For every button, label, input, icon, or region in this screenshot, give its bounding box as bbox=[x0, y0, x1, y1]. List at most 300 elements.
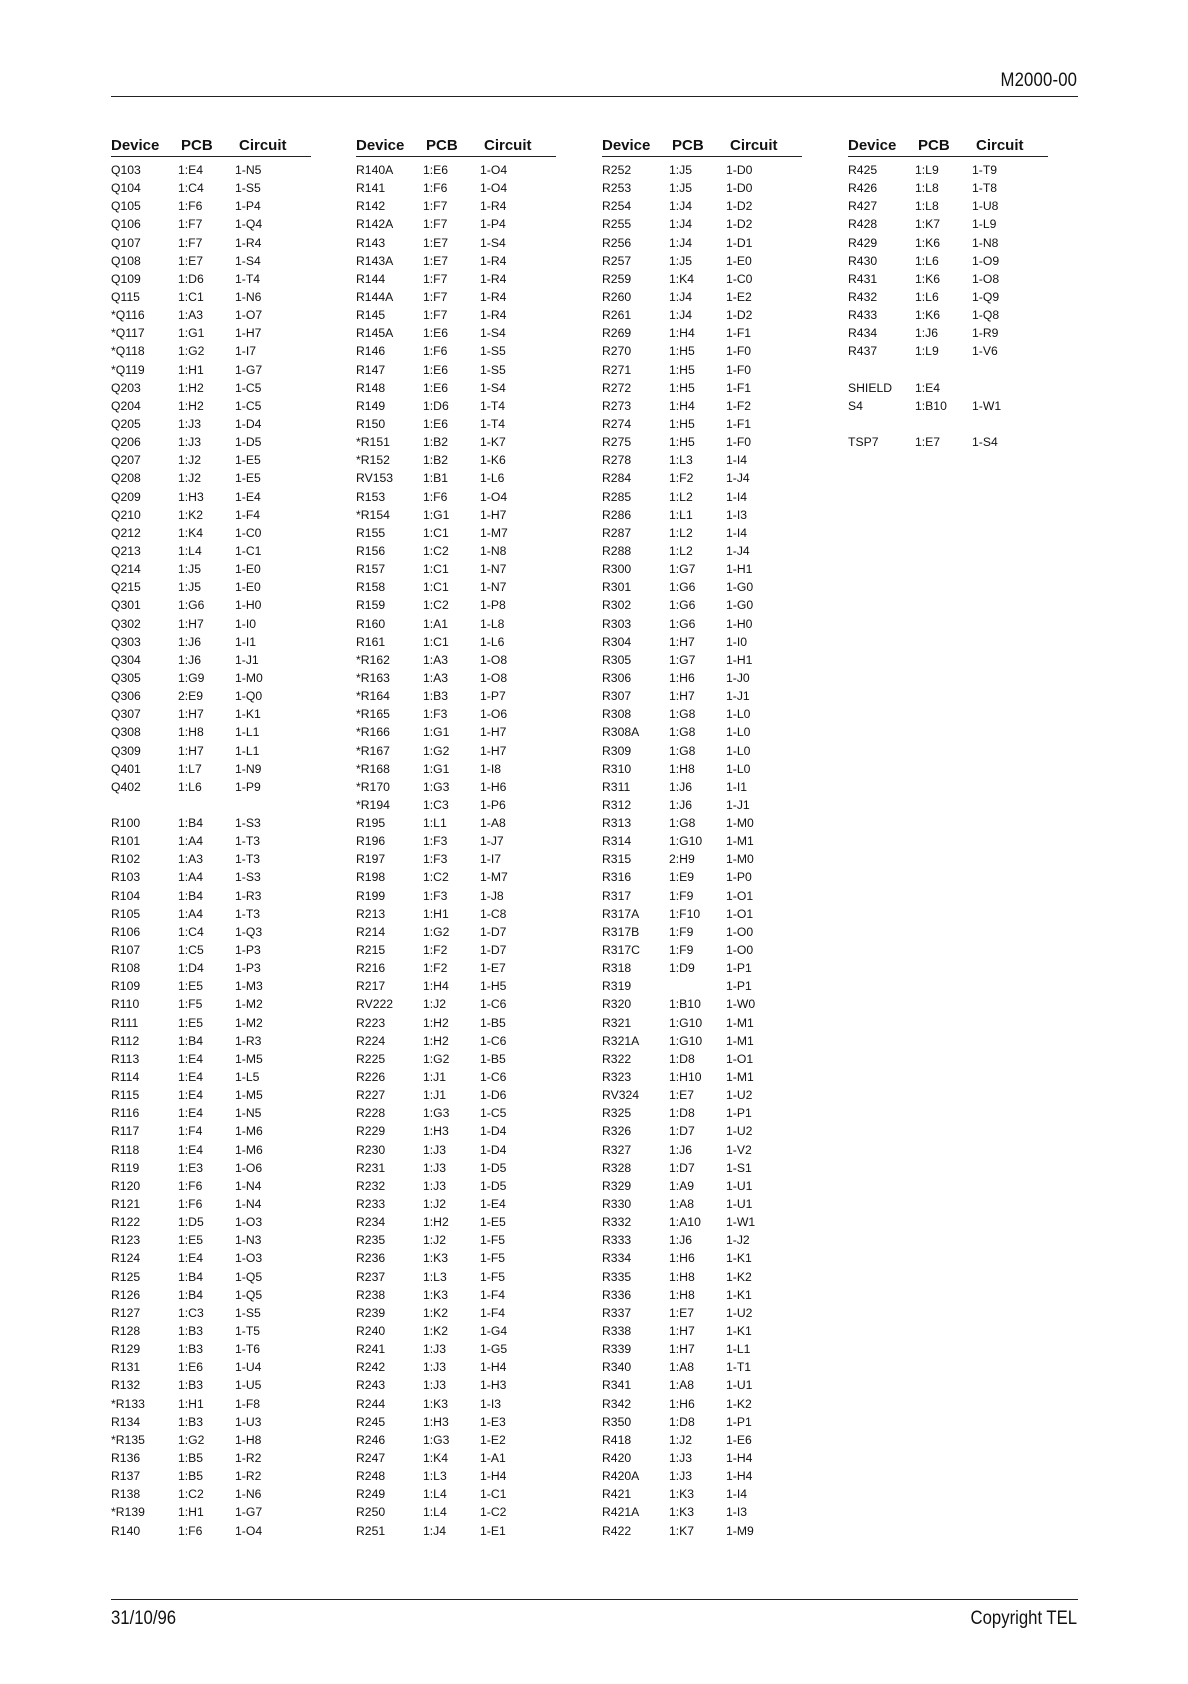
device-cell: R418 bbox=[602, 1432, 632, 1447]
pcb-cell: 1:E7 bbox=[669, 1088, 695, 1103]
circuit-cell: 1-D6 bbox=[480, 1088, 507, 1103]
device-cell: R338 bbox=[602, 1324, 632, 1338]
table-row bbox=[848, 234, 1048, 252]
pcb-cell: 1:G10 bbox=[669, 1033, 703, 1048]
pcb-cell: 1:A3 bbox=[178, 852, 204, 867]
column-header bbox=[602, 136, 802, 157]
pcb-cell: 1:H7 bbox=[669, 1324, 695, 1338]
table-row bbox=[111, 1503, 311, 1521]
header-device: Device bbox=[356, 137, 405, 154]
circuit-cell: 1-R2 bbox=[235, 1450, 262, 1465]
circuit-cell: 1-T1 bbox=[726, 1360, 752, 1375]
device-cell: *R139 bbox=[111, 1505, 145, 1520]
device-cell: R157 bbox=[356, 562, 386, 577]
device-cell: R342 bbox=[602, 1396, 632, 1411]
device-cell: R336 bbox=[602, 1287, 632, 1302]
table-row bbox=[111, 705, 311, 723]
pcb-cell: 1:J5 bbox=[669, 163, 693, 177]
table-row bbox=[602, 1485, 802, 1503]
pcb-cell: 1:J6 bbox=[178, 634, 202, 649]
circuit-cell: 1-A8 bbox=[480, 816, 506, 831]
device-cell: Q204 bbox=[111, 398, 141, 413]
table-row bbox=[602, 1141, 802, 1159]
table-row bbox=[602, 905, 802, 923]
device-cell: R300 bbox=[602, 562, 632, 577]
pcb-cell: 1:H2 bbox=[423, 1015, 449, 1030]
pcb-cell: 1:D4 bbox=[178, 961, 204, 976]
table-row bbox=[111, 1395, 311, 1413]
pcb-cell: 1:K3 bbox=[423, 1287, 449, 1302]
table-row bbox=[356, 342, 556, 360]
device-cell: R245 bbox=[356, 1414, 386, 1429]
device-cell: R317A bbox=[602, 906, 640, 921]
device-cell: R161 bbox=[356, 634, 386, 649]
circuit-cell: 1-P4 bbox=[235, 199, 261, 214]
circuit-cell: 1-O4 bbox=[480, 163, 508, 177]
device-cell: R233 bbox=[356, 1197, 386, 1212]
circuit-cell: 1-K1 bbox=[235, 707, 261, 722]
table-row bbox=[602, 324, 802, 342]
device-cell: R330 bbox=[602, 1197, 632, 1212]
header-circuit: Circuit bbox=[484, 137, 532, 154]
device-cell: R226 bbox=[356, 1070, 386, 1085]
table-row bbox=[111, 488, 311, 506]
device-cell: R231 bbox=[356, 1160, 386, 1175]
pcb-cell: 1:F3 bbox=[423, 852, 448, 867]
pcb-cell: 1:A3 bbox=[178, 308, 204, 323]
device-cell: R153 bbox=[356, 489, 386, 504]
pcb-cell: 1:G1 bbox=[423, 507, 450, 522]
table-row bbox=[356, 1231, 556, 1249]
device-cell: Q402 bbox=[111, 779, 141, 794]
table-row bbox=[602, 197, 802, 215]
circuit-cell: 1-S4 bbox=[972, 435, 998, 450]
pcb-cell: 1:C1 bbox=[423, 580, 449, 595]
device-cell: R327 bbox=[602, 1142, 632, 1157]
device-cell: R224 bbox=[356, 1033, 386, 1048]
table-row bbox=[356, 1068, 556, 1086]
circuit-cell: 1-D2 bbox=[726, 308, 753, 323]
pcb-cell: 1:G8 bbox=[669, 743, 696, 758]
device-cell: R341 bbox=[602, 1378, 632, 1393]
circuit-cell: 1-J4 bbox=[726, 543, 750, 558]
device-cell: R274 bbox=[602, 416, 632, 431]
device-cell: R321 bbox=[602, 1015, 632, 1030]
device-cell: R102 bbox=[111, 852, 141, 867]
table-row bbox=[602, 633, 802, 651]
device-cell: R250 bbox=[356, 1505, 386, 1520]
table-row bbox=[356, 850, 556, 868]
circuit-cell: 1-H7 bbox=[480, 507, 507, 522]
device-cell: R286 bbox=[602, 507, 632, 522]
circuit-cell: 1-H6 bbox=[480, 779, 507, 794]
pcb-cell: 1:G2 bbox=[178, 344, 205, 359]
pcb-cell: 1:E6 bbox=[423, 163, 449, 177]
device-cell: R317B bbox=[602, 924, 640, 939]
table-row bbox=[602, 1268, 802, 1286]
circuit-cell: 1-W0 bbox=[726, 997, 756, 1012]
device-cell: R249 bbox=[356, 1487, 386, 1502]
circuit-cell: 1-F5 bbox=[480, 1233, 506, 1248]
device-cell: *R194 bbox=[356, 797, 390, 812]
circuit-cell: 1-D7 bbox=[480, 924, 507, 939]
circuit-cell: 1-O4 bbox=[480, 489, 508, 504]
circuit-cell: 1-T9 bbox=[972, 163, 998, 177]
pcb-cell: 1:H8 bbox=[669, 1269, 695, 1284]
pcb-cell: 1:J1 bbox=[423, 1070, 447, 1085]
circuit-cell: 1-S5 bbox=[235, 1305, 261, 1320]
circuit-cell: 1-I4 bbox=[726, 1487, 748, 1502]
device-cell: *Q117 bbox=[111, 326, 145, 341]
table-row bbox=[848, 270, 1048, 288]
pcb-cell: 1:J4 bbox=[669, 235, 693, 250]
table-row bbox=[356, 723, 556, 741]
circuit-cell: 1-Q9 bbox=[972, 289, 1000, 304]
device-cell: R122 bbox=[111, 1215, 141, 1230]
circuit-cell: 1-H1 bbox=[726, 652, 753, 667]
table-row bbox=[111, 941, 311, 959]
circuit-cell: 1-N3 bbox=[235, 1233, 262, 1248]
pcb-cell: 1:K2 bbox=[178, 507, 204, 522]
pcb-cell: 1:F7 bbox=[423, 217, 448, 232]
pcb-cell: 1:J6 bbox=[915, 326, 939, 341]
pcb-cell: 1:G8 bbox=[669, 725, 696, 740]
table-row bbox=[111, 542, 311, 560]
circuit-cell: 1-T3 bbox=[235, 834, 261, 849]
circuit-cell: 1-H7 bbox=[235, 326, 262, 341]
device-cell: R247 bbox=[356, 1450, 386, 1465]
table-row bbox=[602, 1449, 802, 1467]
pcb-cell: 1:J3 bbox=[423, 1360, 447, 1375]
table-row bbox=[111, 995, 311, 1013]
device-cell: R308 bbox=[602, 707, 632, 722]
circuit-cell: 1-S5 bbox=[480, 344, 506, 359]
pcb-cell: 1:B4 bbox=[178, 888, 204, 903]
pcb-cell: 1:G1 bbox=[423, 725, 450, 740]
circuit-cell: 1-N4 bbox=[235, 1178, 262, 1193]
circuit-cell: 1-P9 bbox=[235, 779, 261, 794]
pcb-cell: 1:C3 bbox=[423, 797, 449, 812]
circuit-cell: 1-H3 bbox=[480, 1378, 507, 1393]
pcb-cell: 1:K6 bbox=[915, 308, 941, 323]
pcb-cell: 1:L9 bbox=[915, 163, 939, 177]
table-row bbox=[848, 215, 1048, 233]
device-cell: Q305 bbox=[111, 670, 141, 685]
pcb-cell: 1:E6 bbox=[178, 1360, 204, 1375]
pcb-cell: 1:H2 bbox=[423, 1033, 449, 1048]
device-cell: R240 bbox=[356, 1324, 386, 1338]
circuit-cell: 1-N5 bbox=[235, 163, 262, 177]
circuit-cell: 1-L0 bbox=[726, 761, 751, 776]
pcb-cell: 1:H6 bbox=[669, 670, 695, 685]
circuit-cell: 1-J4 bbox=[726, 471, 750, 486]
circuit-cell: 1-M0 bbox=[726, 816, 754, 831]
circuit-cell: 1-J1 bbox=[235, 652, 259, 667]
device-cell: R337 bbox=[602, 1305, 632, 1320]
device-cell: R305 bbox=[602, 652, 632, 667]
circuit-cell: 1-E6 bbox=[726, 1432, 752, 1447]
device-cell: R196 bbox=[356, 834, 386, 849]
table-row bbox=[356, 1503, 556, 1521]
device-cell: R213 bbox=[356, 906, 386, 921]
device-cell: R138 bbox=[111, 1487, 141, 1502]
pcb-cell: 1:G3 bbox=[423, 1106, 450, 1121]
circuit-cell: 1-R4 bbox=[480, 199, 507, 214]
pcb-cell: 1:C1 bbox=[178, 289, 204, 304]
table-row bbox=[356, 905, 556, 923]
circuit-cell: 1-P1 bbox=[726, 979, 752, 994]
circuit-cell: 1-K1 bbox=[726, 1324, 752, 1338]
table-row bbox=[602, 488, 802, 506]
document-id: M2000-00 bbox=[1000, 70, 1077, 91]
device-cell: R314 bbox=[602, 834, 632, 849]
circuit-cell: 1-F1 bbox=[726, 380, 752, 395]
table-row bbox=[356, 1213, 556, 1231]
circuit-cell: 1-V6 bbox=[972, 344, 998, 359]
pcb-cell: 1:J6 bbox=[669, 1142, 693, 1157]
circuit-cell: 1-I4 bbox=[726, 489, 748, 504]
pcb-cell: 1:B3 bbox=[178, 1378, 204, 1393]
circuit-cell: 1-Q5 bbox=[235, 1287, 263, 1302]
table-row bbox=[848, 252, 1048, 270]
device-cell: SHIELD bbox=[848, 380, 893, 395]
circuit-cell: 1-S4 bbox=[480, 235, 506, 250]
device-cell: *R168 bbox=[356, 761, 390, 776]
circuit-cell: 1-S3 bbox=[235, 816, 261, 831]
pcb-cell: 1:L2 bbox=[669, 525, 693, 540]
table-row bbox=[356, 234, 556, 252]
circuit-cell: 1-O0 bbox=[726, 943, 754, 958]
pcb-cell: 1:C1 bbox=[423, 525, 449, 540]
pcb-cell: 1:H6 bbox=[669, 1251, 695, 1266]
pcb-cell: 1:E4 bbox=[178, 1070, 204, 1085]
pcb-cell: 1:E7 bbox=[915, 435, 941, 450]
device-cell: R109 bbox=[111, 979, 141, 994]
device-cell: R260 bbox=[602, 289, 632, 304]
device-cell: R129 bbox=[111, 1342, 141, 1357]
circuit-cell: 1-L6 bbox=[480, 471, 505, 486]
circuit-cell: 1-U8 bbox=[972, 199, 999, 214]
pcb-cell: 1:F7 bbox=[423, 308, 448, 323]
table-row bbox=[848, 288, 1048, 306]
device-cell: R104 bbox=[111, 888, 141, 903]
pcb-cell: 1:B4 bbox=[178, 1269, 204, 1284]
circuit-cell: 1-R4 bbox=[480, 308, 507, 323]
device-cell: *R167 bbox=[356, 743, 390, 758]
pcb-cell: 1:B2 bbox=[423, 453, 449, 468]
device-cell: R285 bbox=[602, 489, 632, 504]
device-cell: *Q118 bbox=[111, 344, 145, 359]
table-row bbox=[602, 342, 802, 360]
device-cell: R271 bbox=[602, 362, 632, 377]
circuit-cell: 1-L6 bbox=[480, 634, 505, 649]
pcb-cell: 1:F3 bbox=[423, 888, 448, 903]
circuit-cell: 1-B5 bbox=[480, 1015, 506, 1030]
circuit-cell: 1-D4 bbox=[480, 1124, 507, 1139]
device-cell: R255 bbox=[602, 217, 632, 232]
device-cell: *R164 bbox=[356, 689, 390, 704]
table-row bbox=[356, 397, 556, 415]
table-row bbox=[602, 1322, 802, 1340]
table-row bbox=[111, 1195, 311, 1213]
table-row bbox=[111, 161, 311, 179]
pcb-cell: 1:H1 bbox=[178, 1505, 204, 1520]
device-cell: Q209 bbox=[111, 489, 141, 504]
device-cell: R308A bbox=[602, 725, 640, 740]
circuit-cell: 1-T8 bbox=[972, 181, 998, 196]
pcb-cell: 1:G6 bbox=[669, 616, 696, 631]
pcb-cell: 1:G6 bbox=[178, 598, 205, 613]
table-row bbox=[111, 615, 311, 633]
device-cell: R325 bbox=[602, 1106, 632, 1121]
table-row bbox=[111, 179, 311, 197]
circuit-cell: 1-D5 bbox=[480, 1160, 507, 1175]
circuit-cell: 1-D1 bbox=[726, 235, 753, 250]
circuit-cell: 1-K6 bbox=[480, 453, 506, 468]
device-cell: R311 bbox=[602, 779, 631, 794]
table-row bbox=[111, 669, 311, 687]
table-row bbox=[111, 1467, 311, 1485]
pcb-cell: 1:L4 bbox=[423, 1505, 447, 1520]
circuit-cell: 1-G7 bbox=[235, 362, 263, 377]
device-cell: R248 bbox=[356, 1469, 386, 1484]
pcb-cell: 1:L4 bbox=[423, 1487, 447, 1502]
circuit-cell: 1-S4 bbox=[235, 253, 261, 268]
table-row bbox=[111, 252, 311, 270]
circuit-cell: 1-I8 bbox=[480, 761, 502, 776]
circuit-cell: 1-O8 bbox=[480, 670, 508, 685]
table-row bbox=[111, 1304, 311, 1322]
pcb-cell: 1:C3 bbox=[178, 1305, 204, 1320]
circuit-cell: 1-H4 bbox=[480, 1469, 507, 1484]
device-cell: R425 bbox=[848, 163, 878, 177]
device-cell: R350 bbox=[602, 1414, 632, 1429]
device-cell: R136 bbox=[111, 1450, 141, 1465]
pcb-cell: 1:J3 bbox=[423, 1160, 447, 1175]
circuit-cell: 1-N7 bbox=[480, 562, 507, 577]
circuit-cell: 1-P1 bbox=[726, 1414, 752, 1429]
table-row bbox=[111, 1213, 311, 1231]
circuit-cell: 1-E4 bbox=[235, 489, 261, 504]
pcb-cell: 1:H1 bbox=[178, 1396, 204, 1411]
circuit-cell: 1-E7 bbox=[480, 961, 506, 976]
circuit-cell: 1-P1 bbox=[726, 1106, 752, 1121]
circuit-cell: 1-F4 bbox=[480, 1287, 506, 1302]
table-row bbox=[111, 560, 311, 578]
device-cell: Q210 bbox=[111, 507, 141, 522]
pcb-cell: 1:K7 bbox=[669, 1523, 695, 1538]
pcb-cell: 1:G3 bbox=[423, 1432, 450, 1447]
table-row bbox=[111, 850, 311, 868]
device-cell: R269 bbox=[602, 326, 632, 341]
circuit-cell: 1-N8 bbox=[972, 235, 999, 250]
device-cell: R144A bbox=[356, 289, 394, 304]
table-row bbox=[111, 687, 311, 705]
pcb-cell: 1:F6 bbox=[423, 181, 448, 196]
device-cell: R215 bbox=[356, 943, 386, 958]
device-cell: Q206 bbox=[111, 435, 141, 450]
device-cell: R433 bbox=[848, 308, 878, 323]
device-cell: R306 bbox=[602, 670, 632, 685]
device-cell: RV153 bbox=[356, 471, 394, 486]
circuit-cell: 1-F2 bbox=[726, 398, 752, 413]
table-row bbox=[111, 977, 311, 995]
table-row bbox=[356, 1104, 556, 1122]
pcb-cell: 1:E4 bbox=[178, 1088, 204, 1103]
pcb-cell: 1:J4 bbox=[669, 199, 693, 214]
device-cell: R148 bbox=[356, 380, 386, 395]
device-cell: R333 bbox=[602, 1233, 632, 1248]
table-row bbox=[356, 451, 556, 469]
circuit-cell: 1-W1 bbox=[726, 1215, 756, 1230]
table-row bbox=[356, 705, 556, 723]
pcb-cell: 1:D8 bbox=[669, 1414, 695, 1429]
pcb-cell: 1:L9 bbox=[915, 344, 939, 359]
table-row bbox=[111, 832, 311, 850]
table-row bbox=[111, 1014, 311, 1032]
circuit-cell: 1-L9 bbox=[972, 217, 997, 232]
device-cell: R312 bbox=[602, 797, 632, 812]
circuit-cell: 1-M6 bbox=[235, 1142, 263, 1157]
column-header bbox=[356, 136, 556, 157]
pcb-cell: 1:H7 bbox=[669, 634, 695, 649]
table-row bbox=[602, 1050, 802, 1068]
circuit-cell: 1-D7 bbox=[480, 943, 507, 958]
pcb-cell: 1:A10 bbox=[669, 1215, 701, 1230]
device-cell: *R163 bbox=[356, 670, 390, 685]
pcb-cell: 1:K4 bbox=[423, 1450, 449, 1465]
circuit-cell: 1-I1 bbox=[235, 634, 257, 649]
device-cell: RV222 bbox=[356, 997, 394, 1012]
table-row bbox=[111, 1050, 311, 1068]
device-cell: R431 bbox=[848, 271, 878, 286]
device-cell: R243 bbox=[356, 1378, 386, 1393]
pcb-cell: 1:H5 bbox=[669, 362, 695, 377]
table-row bbox=[356, 1086, 556, 1104]
device-cell: *R166 bbox=[356, 725, 390, 740]
table-row bbox=[848, 433, 1048, 451]
device-cell: R236 bbox=[356, 1251, 386, 1266]
pcb-cell: 1:E7 bbox=[178, 253, 204, 268]
pcb-cell: 1:B4 bbox=[178, 1033, 204, 1048]
circuit-cell: 1-U2 bbox=[726, 1124, 753, 1139]
spacer-row bbox=[848, 415, 1048, 433]
pcb-cell: 1:G7 bbox=[669, 652, 696, 667]
circuit-cell: 1-P1 bbox=[726, 961, 752, 976]
device-cell: R147 bbox=[356, 362, 386, 377]
pcb-cell: 1:A4 bbox=[178, 906, 204, 921]
header-pcb: PCB bbox=[672, 137, 704, 154]
circuit-cell: 1-R4 bbox=[235, 235, 262, 250]
device-cell: R432 bbox=[848, 289, 878, 304]
table-row bbox=[602, 1032, 802, 1050]
pcb-cell: 1:E5 bbox=[178, 979, 204, 994]
device-cell: R318 bbox=[602, 961, 632, 976]
table-row bbox=[602, 397, 802, 415]
pcb-cell: 1:H7 bbox=[178, 616, 204, 631]
pcb-cell: 1:D7 bbox=[669, 1160, 695, 1175]
circuit-cell: 1-T4 bbox=[480, 416, 506, 431]
circuit-cell: 1-R4 bbox=[480, 253, 507, 268]
pcb-cell: 1:E6 bbox=[423, 326, 449, 341]
circuit-cell: 1-O1 bbox=[726, 1051, 754, 1066]
device-cell: R421 bbox=[602, 1487, 632, 1502]
device-cell: R142A bbox=[356, 217, 394, 232]
header-rule bbox=[111, 96, 1078, 97]
circuit-cell: 1-P4 bbox=[480, 217, 506, 232]
table-row bbox=[356, 306, 556, 324]
device-cell: R316 bbox=[602, 870, 632, 885]
